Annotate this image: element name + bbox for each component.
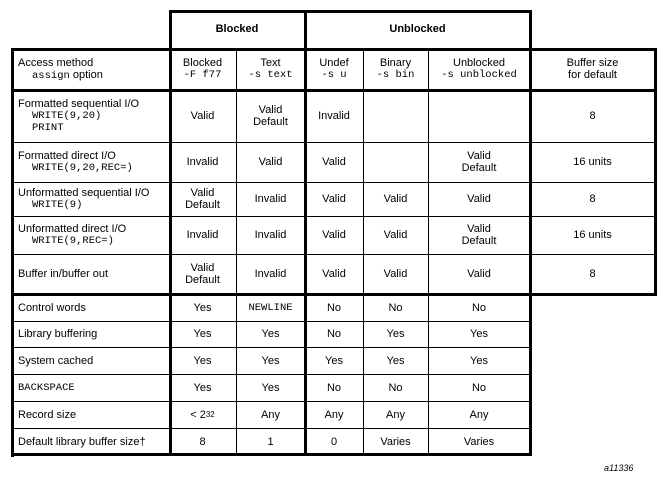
cell-blocked: [169, 142, 236, 182]
cell-value: Valid: [383, 268, 408, 280]
column-header-undef: [305, 48, 363, 90]
assign-keyword: assign: [32, 69, 70, 82]
cell-text: [236, 254, 305, 294]
cell-undef: [305, 254, 363, 294]
cell-value: Valid: [322, 156, 346, 168]
cell-value: Yes: [386, 328, 405, 340]
cell-unblocked: [428, 254, 530, 294]
header-line: Buffer size: [566, 57, 619, 69]
cell-value: Yes: [261, 354, 280, 367]
cell-value: Yes: [193, 381, 212, 394]
cell-value: Valid: [258, 156, 283, 168]
column-header-text: [236, 48, 305, 90]
cell-buffer-size: 8: [589, 110, 596, 122]
rule: [11, 453, 532, 456]
cell-value: Invalid: [254, 268, 287, 280]
cell-text: [236, 347, 305, 374]
cell-value: Yes: [325, 354, 343, 367]
cell-text: [236, 321, 305, 347]
cell-value: No: [471, 381, 487, 394]
cell-blocked: [169, 182, 236, 216]
rule: [169, 10, 172, 455]
rule: [11, 254, 657, 255]
cell-value: Invalid: [186, 156, 219, 168]
cell-unblocked: [428, 347, 530, 374]
cell-binary: [363, 142, 428, 182]
header-line: for default: [568, 69, 617, 81]
header-line: Blocked: [182, 57, 223, 69]
cell-value: Any: [324, 408, 344, 421]
row-label: [11, 216, 176, 254]
cell-value: Valid: [467, 223, 491, 235]
row-label: [11, 182, 176, 216]
rule: [529, 10, 532, 455]
cell-binary: [363, 347, 428, 374]
cell-buffer-size: 8: [589, 268, 596, 280]
rule: [428, 50, 429, 455]
cell-value: Any: [261, 408, 280, 421]
rule: [11, 182, 657, 183]
cell-unblocked: [428, 182, 530, 216]
header-line: Text: [260, 57, 281, 69]
cell-unblocked: [428, 321, 530, 347]
cell-blocked: < 2 32: [190, 408, 215, 421]
row-label: Default library buffer size†: [18, 435, 146, 448]
column-header-blocked: [169, 48, 236, 90]
rule: [11, 347, 532, 348]
rule: [169, 10, 532, 13]
cell-undef: [305, 294, 363, 321]
rule: [11, 89, 657, 92]
cell-value: Any: [386, 408, 405, 421]
row-label: BACKSPACE: [18, 381, 75, 394]
cell-text: [236, 216, 305, 254]
fortran-statement: WRITE(9,REC=): [32, 235, 114, 247]
cell-value: No: [326, 301, 342, 314]
row-label: System cached: [18, 354, 94, 367]
cell-value: Varies: [463, 435, 495, 448]
rule: [654, 48, 657, 295]
cell-value: 8: [199, 435, 206, 448]
header-option: -s unblocked: [441, 69, 517, 81]
cell-value: No: [471, 301, 487, 314]
cell-blocked: [169, 254, 236, 294]
cell-value: No: [326, 381, 342, 394]
access-method-name: Unformatted sequential I/O: [18, 187, 150, 199]
header-option: -s text: [248, 69, 293, 81]
cell-binary: [363, 374, 428, 401]
rule: [363, 50, 364, 455]
cell-value: Valid: [383, 229, 408, 241]
cell-value: Valid: [383, 193, 408, 205]
cell-binary: [363, 254, 428, 294]
cell-undef: [305, 142, 363, 182]
cell-value: Valid: [322, 268, 346, 280]
cell-binary: [363, 321, 428, 347]
cell-value: Invalid: [186, 229, 219, 241]
rule: [11, 48, 14, 457]
cell-value: Invalid: [254, 229, 287, 241]
cell-value: Yes: [261, 328, 280, 340]
cell-value: Varies: [380, 435, 411, 448]
cell-unblocked: [428, 216, 530, 254]
row-label: [11, 254, 176, 294]
header-option: -s u: [321, 69, 347, 81]
cell-value: Yes: [261, 381, 280, 394]
rule: [304, 10, 307, 455]
cell-undef: [305, 428, 363, 455]
cell-buffer-size: 16 units: [573, 156, 612, 168]
cell-unblocked: [428, 401, 530, 428]
cell-value: Valid: [467, 268, 491, 280]
cell-value: Yes: [470, 354, 488, 367]
cell-text: [236, 294, 305, 321]
header-option: -F f77: [183, 69, 222, 81]
column-header-unblocked: [428, 48, 530, 90]
group-header-blocked: Blocked: [215, 23, 259, 35]
cell-value: Valid: [258, 104, 283, 116]
cell-blocked: [169, 294, 236, 321]
cell-unblocked: [428, 294, 530, 321]
cell-binary: [363, 401, 428, 428]
row-label: Record size: [18, 408, 77, 421]
cell-value: NEWLINE: [248, 301, 293, 314]
header-line: Binary: [379, 57, 412, 69]
cell-value: Default: [185, 199, 220, 211]
access-method-name: Buffer in/buffer out: [18, 268, 109, 280]
cell-text: [236, 182, 305, 216]
column-header-binary: [363, 48, 428, 90]
cell-value: Yes: [193, 354, 212, 367]
fortran-statement: WRITE(9,20,REC=): [32, 162, 133, 174]
fortran-statement: WRITE(9,20): [32, 110, 102, 122]
cell-undef: [305, 401, 363, 428]
cell-value: Invalid: [318, 110, 350, 122]
cell-blocked: [169, 321, 236, 347]
cell-value: No: [388, 301, 403, 314]
cell-binary: [363, 182, 428, 216]
cell-value: Yes: [470, 328, 488, 340]
cell-value: Valid: [322, 229, 346, 241]
cell-blocked: [169, 347, 236, 374]
cell-blocked: [169, 216, 236, 254]
cell-binary: [363, 428, 428, 455]
header-line: Unblocked: [453, 57, 505, 69]
cell-value: Valid: [190, 110, 215, 122]
cell-text: [236, 428, 305, 455]
column-header-access-method: [11, 48, 176, 90]
cell-value: Valid: [467, 150, 491, 162]
cell-text: [236, 90, 305, 142]
cell-unblocked: [428, 90, 530, 142]
figure-id: a11336: [604, 463, 634, 473]
cell-value: Any: [469, 408, 489, 421]
rule: [11, 401, 532, 402]
cell-value: Valid: [467, 193, 491, 205]
cell-blocked: [169, 90, 236, 142]
cell-value: No: [388, 381, 403, 394]
rule: [11, 321, 532, 322]
cell-blocked: [169, 428, 236, 455]
cell-value: Invalid: [254, 193, 287, 205]
rule: [236, 50, 237, 455]
cell-unblocked: [428, 374, 530, 401]
cell-value: Yes: [193, 301, 212, 314]
cell-undef: [305, 374, 363, 401]
cell-unblocked: [428, 428, 530, 455]
fortran-statement: WRITE(9): [32, 199, 83, 211]
cell-value: 0: [330, 435, 338, 448]
rule: [11, 374, 532, 375]
cell-value: Default: [461, 235, 497, 247]
cell-binary: [363, 294, 428, 321]
cell-value: < 2: [190, 408, 206, 421]
cell-blocked: [169, 374, 236, 401]
cell-buffer-size: 16 units: [573, 229, 612, 241]
cell-undef: [305, 216, 363, 254]
rule: [11, 216, 657, 217]
header-option: -s bin: [376, 69, 415, 81]
cell-buffer-size: 8: [589, 193, 596, 205]
cell-undef: [305, 182, 363, 216]
access-method-name: Formatted direct I/O: [18, 150, 116, 162]
option-label: option: [69, 68, 103, 81]
cell-undef: [305, 90, 363, 142]
row-label: [11, 90, 176, 142]
cell-value: No: [326, 328, 342, 340]
cell-value: Default: [253, 116, 288, 128]
cell-text: [236, 401, 305, 428]
access-method-name: Formatted sequential I/O: [18, 98, 140, 110]
cell-value: Yes: [193, 328, 212, 340]
cell-value: Valid: [322, 193, 346, 205]
rule: [11, 142, 657, 143]
fortran-statement: PRINT: [32, 122, 64, 134]
rule: [11, 293, 657, 296]
cell-value: 1: [267, 435, 274, 448]
row-label: Library buffering: [18, 328, 98, 340]
cell-binary: [363, 90, 428, 142]
cell-text: [236, 142, 305, 182]
cell-text: [236, 374, 305, 401]
cell-value: Default: [461, 162, 497, 174]
cell-unblocked: [428, 142, 530, 182]
cell-value: Default: [185, 274, 220, 286]
rule: [11, 48, 657, 51]
row-label: [11, 142, 176, 182]
rule: [11, 428, 532, 429]
column-header-buffer-size: [530, 48, 655, 90]
cell-value: Valid: [190, 187, 215, 199]
access-method-label: Access method: [18, 56, 94, 69]
cell-binary: [363, 216, 428, 254]
cell-value: Yes: [386, 354, 405, 367]
cell-value: Valid: [190, 262, 215, 274]
cell-undef: [305, 347, 363, 374]
group-header-unblocked: Unblocked: [389, 23, 446, 35]
row-label: Control words: [18, 301, 86, 314]
access-method-name: Unformatted direct I/O: [18, 223, 127, 235]
header-line: Undef: [319, 57, 349, 69]
cell-undef: [305, 321, 363, 347]
